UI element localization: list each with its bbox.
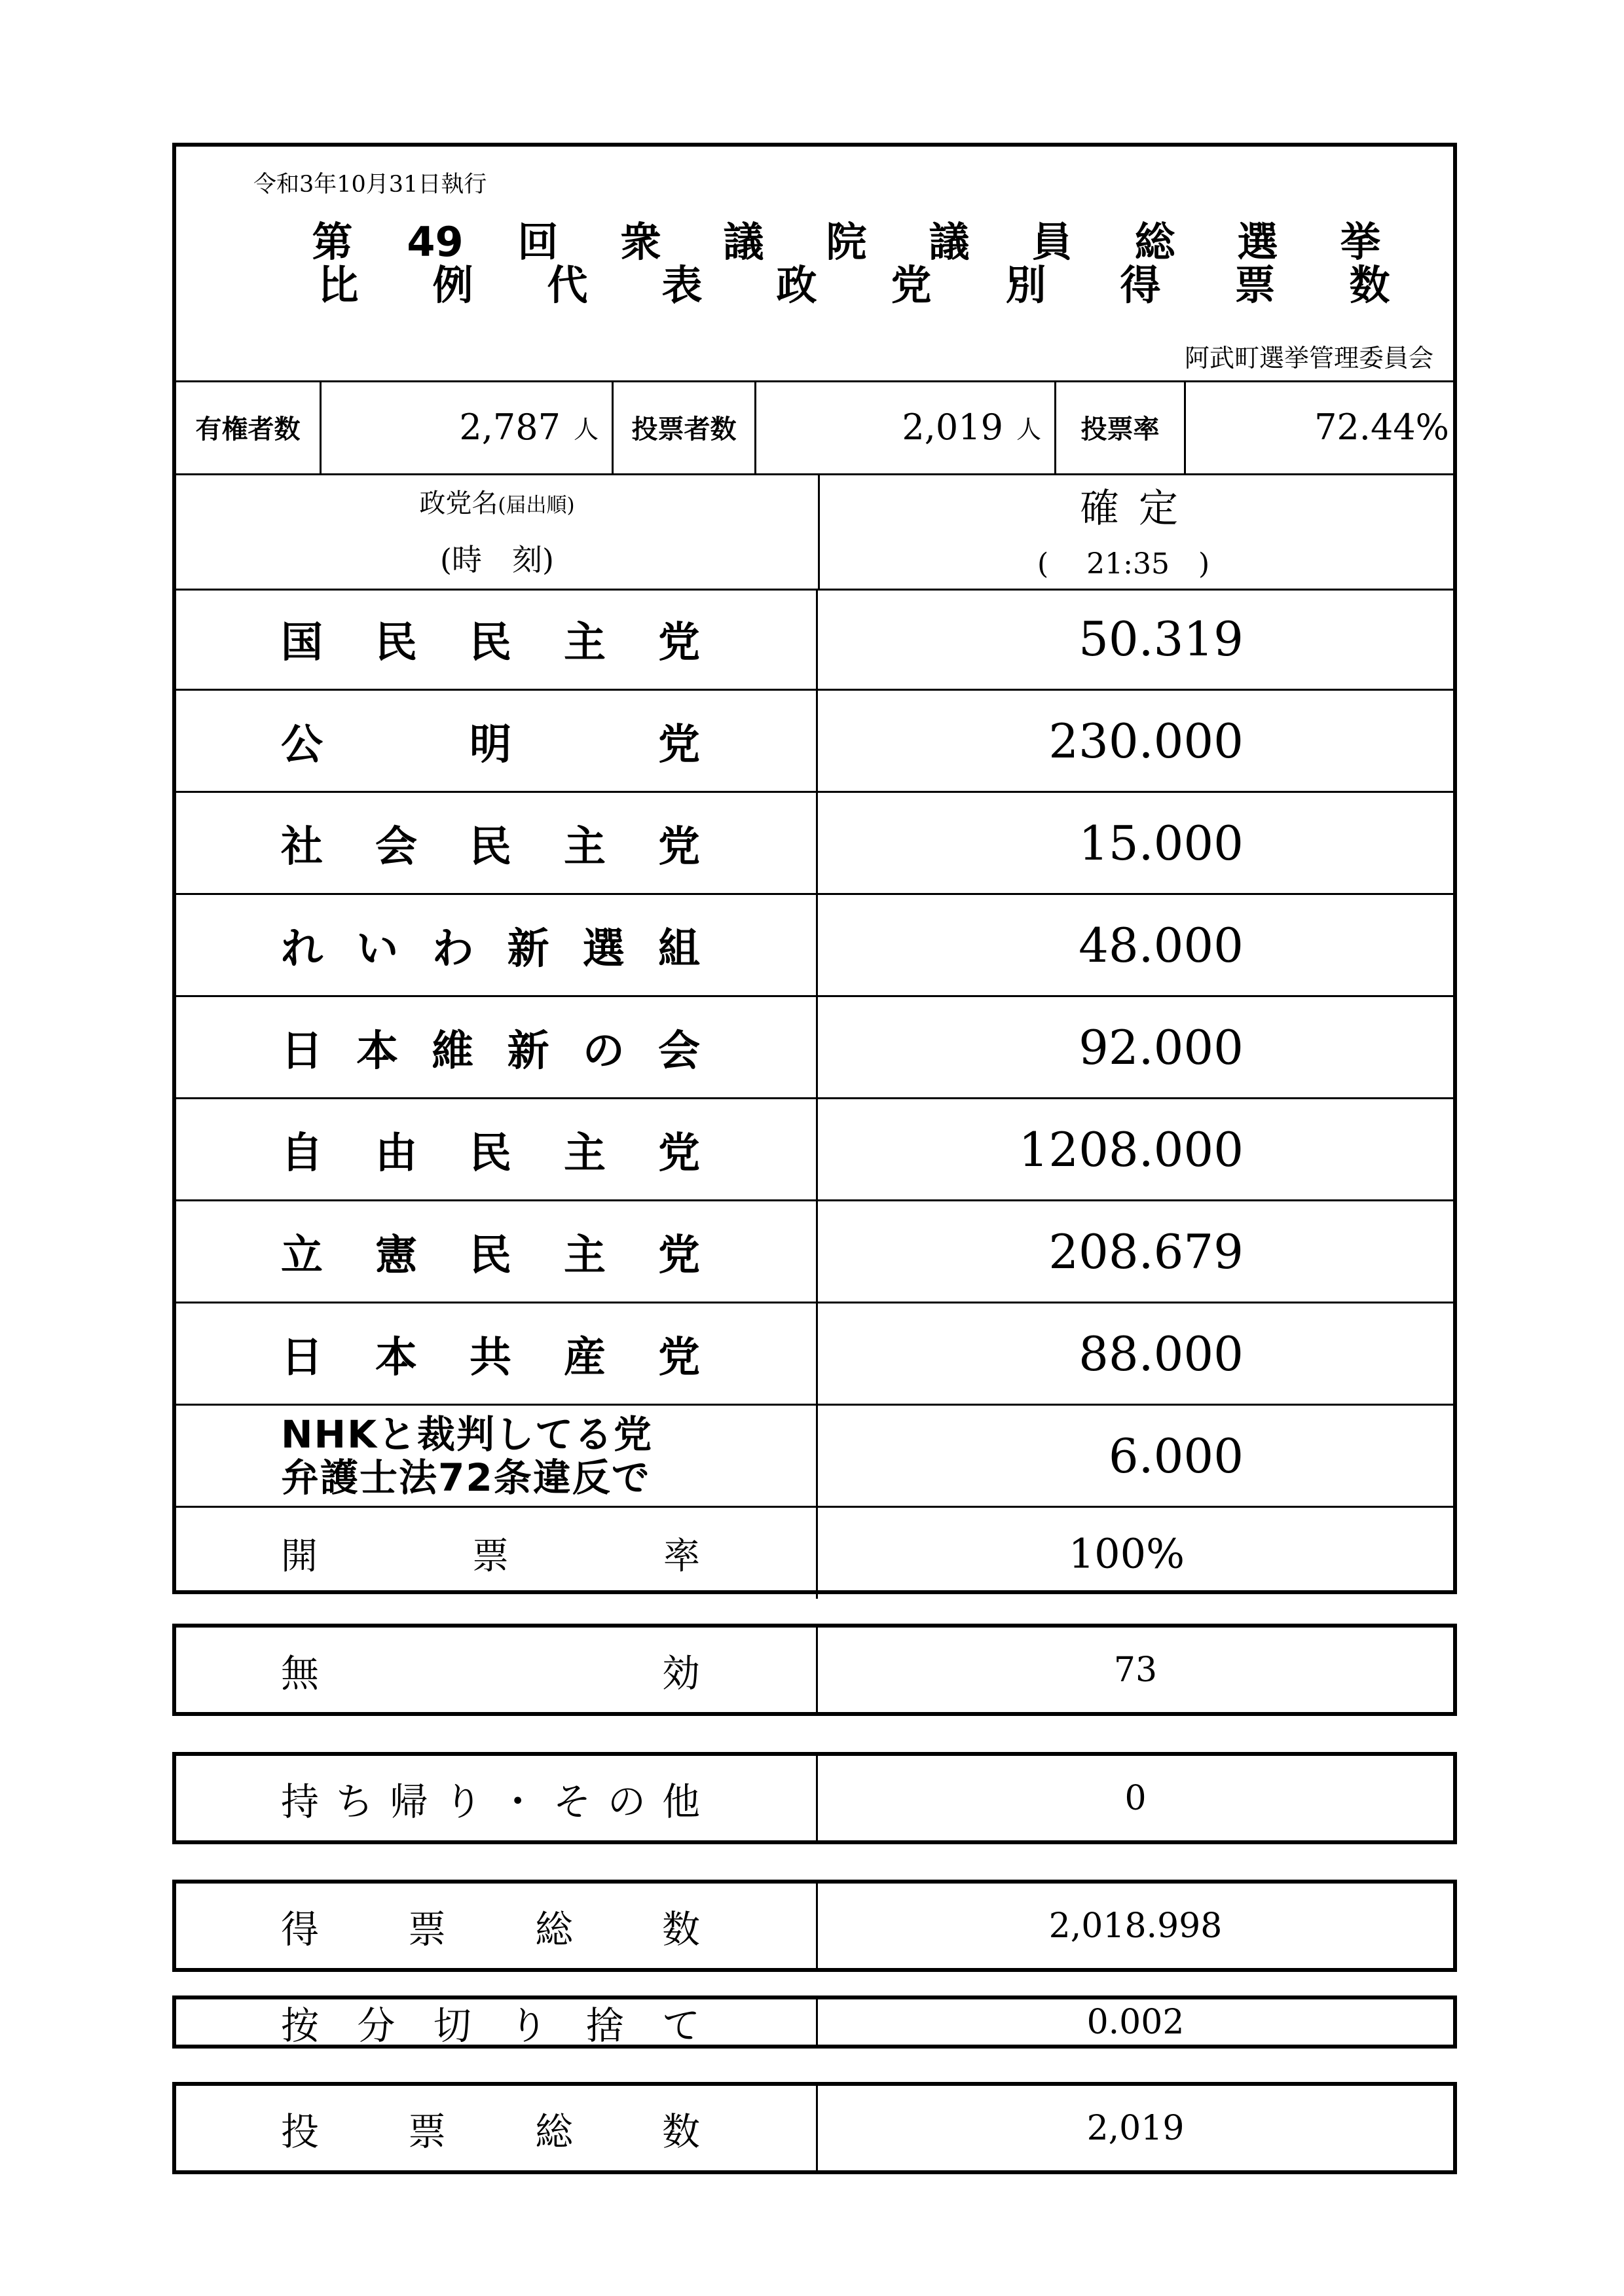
party-name-char: 憲 — [375, 1231, 417, 1280]
title-char: 政 — [776, 261, 817, 309]
party-row — [176, 1099, 1453, 1201]
party-name-cell — [176, 589, 818, 689]
party-name-char: 公 — [281, 720, 323, 769]
title-char: 代 — [547, 261, 588, 309]
label-char: の — [607, 1779, 646, 1824]
party-name-char: 本 — [375, 1333, 417, 1382]
party-order-note: (届出順) — [498, 494, 575, 517]
label-char: 率 — [663, 1535, 700, 1578]
party-name-char: 党 — [658, 720, 700, 769]
total-votes-obtained-box — [172, 1880, 1457, 1972]
party-name-label: 政党名 — [419, 488, 498, 519]
title-char: 党 — [891, 261, 932, 309]
party-name — [281, 1099, 700, 1199]
party-row — [176, 1201, 1453, 1303]
party-name-cell — [176, 1508, 818, 1599]
label-char: り — [444, 1779, 483, 1824]
party-name-cell — [176, 691, 818, 791]
party-name-char: 産 — [564, 1333, 606, 1382]
summary-label — [281, 1756, 700, 1840]
invalid-votes-box — [172, 1624, 1457, 1716]
title-line-1 — [281, 220, 1525, 264]
party-name-heading — [176, 483, 818, 520]
party-name-char: い — [356, 924, 399, 974]
party-name-char: 維 — [432, 1027, 474, 1076]
party-name-char: 民 — [470, 618, 511, 667]
vote-count-cell — [818, 1508, 1453, 1599]
label-char: 他 — [661, 1779, 700, 1824]
taken-home-box — [172, 1752, 1457, 1844]
vote-count: 50.319 — [1079, 611, 1244, 666]
vote-count-cell — [818, 895, 1453, 995]
summary-value: 2,018.998 — [1048, 1906, 1223, 1946]
vote-count: 48.000 — [1079, 917, 1244, 973]
party-name — [281, 1406, 700, 1506]
party-name-line: NHKと裁判してる党 — [281, 1412, 654, 1457]
party-name-char: れ — [281, 924, 323, 974]
counting-rate-row — [176, 1508, 1453, 1599]
label-char: 無 — [281, 1650, 320, 1696]
voters-number: 2,019 — [902, 406, 1003, 448]
party-name-char: 日 — [281, 1027, 323, 1076]
label-char: 総 — [534, 2109, 573, 2154]
vote-count-cell — [818, 1201, 1453, 1302]
party-rows — [176, 589, 1453, 1599]
party-row — [176, 997, 1453, 1099]
vote-count: 88.000 — [1079, 1326, 1244, 1381]
party-row — [176, 1406, 1453, 1508]
party-name-char: 共 — [470, 1333, 511, 1382]
label-char: 帰 — [390, 1779, 428, 1824]
party-name-char: 国 — [281, 618, 323, 667]
label-char: 効 — [661, 1650, 700, 1696]
summary-label-cell — [176, 1756, 818, 1840]
results-table — [172, 143, 1457, 1594]
title-char: 選 — [1237, 218, 1278, 266]
column-header — [176, 473, 1453, 591]
label-char: り — [509, 2003, 548, 2048]
summary-value: 0 — [1124, 1778, 1147, 1818]
document-header — [176, 147, 1453, 382]
label-char: 総 — [534, 1906, 573, 1952]
party-name-char: 自 — [281, 1129, 323, 1178]
committee-name: 阿武町選挙管理委員会 — [1184, 344, 1433, 373]
label-char: 得 — [281, 1906, 320, 1952]
summary-label-cell — [176, 2086, 818, 2170]
title-char: 数 — [1349, 261, 1390, 309]
party-name-cell — [176, 997, 818, 1097]
party-name — [281, 997, 700, 1097]
party-name-cell — [176, 1201, 818, 1302]
vote-count-cell — [818, 589, 1453, 689]
vote-count: 208.679 — [1048, 1224, 1244, 1279]
title-char: 議 — [929, 218, 970, 266]
turnout-rate-label: 投票率 — [1056, 380, 1186, 473]
party-name-cell — [176, 793, 818, 893]
party-name-char: 党 — [658, 1231, 700, 1280]
voters-value — [756, 380, 1056, 473]
label-char: ち — [335, 1779, 374, 1824]
vote-count-cell — [818, 793, 1453, 893]
count-time: ( 21:35 ) — [1037, 547, 1210, 581]
label-char: ・ — [498, 1779, 537, 1824]
party-name-char: 主 — [564, 618, 606, 667]
summary-label-cell — [176, 1884, 818, 1968]
party-name — [281, 691, 700, 791]
party-name-char: 会 — [375, 822, 417, 871]
party-name-char: 明 — [470, 720, 511, 769]
party-row — [176, 895, 1453, 997]
party-name-cell — [176, 1303, 818, 1404]
party-name-char: 民 — [470, 1231, 511, 1280]
vote-count: 230.000 — [1048, 713, 1244, 769]
eligible-voters-number: 2,787 — [459, 406, 561, 448]
title-char: 例 — [432, 261, 473, 309]
party-name — [281, 793, 700, 893]
title-char: 回 — [517, 218, 559, 266]
party-row — [176, 1303, 1453, 1406]
summary-label-cell — [176, 1999, 818, 2048]
summary-value: 2,019 — [1086, 2108, 1185, 2148]
label-char: 按 — [281, 2003, 320, 2048]
label-char: 票 — [472, 1535, 509, 1578]
party-name-cell — [176, 1406, 818, 1506]
label-char: 開 — [281, 1535, 318, 1578]
party-name-char: 由 — [375, 1129, 417, 1178]
title-char: 衆 — [620, 218, 661, 266]
party-name-cell — [176, 1099, 818, 1199]
party-name-char: 本 — [356, 1027, 399, 1076]
label-char: 票 — [407, 2109, 446, 2154]
label-char: 捨 — [585, 2003, 624, 2048]
counting-rate-label — [281, 1508, 700, 1599]
label-char: 分 — [357, 2003, 396, 2048]
party-name-line: 弁護士法72条違反で — [281, 1455, 651, 1500]
total-ballots-box — [172, 2082, 1457, 2174]
party-name-char: わ — [432, 924, 474, 974]
title-char: 員 — [1031, 218, 1073, 266]
label-char: 数 — [661, 1906, 700, 1952]
eligible-voters-unit: 人 — [573, 414, 599, 444]
vote-count-cell — [818, 1099, 1453, 1199]
title-char: 議 — [723, 218, 764, 266]
vote-count-cell — [818, 1303, 1453, 1404]
party-name-char: 党 — [658, 618, 700, 667]
party-row — [176, 691, 1453, 793]
party-name-char: 主 — [564, 1129, 606, 1178]
title-line-2 — [281, 263, 1525, 308]
party-name-char: 党 — [658, 1129, 700, 1178]
party-name-char: の — [582, 1027, 625, 1076]
party-name-char: 民 — [470, 822, 511, 871]
eligible-voters-value — [322, 380, 614, 473]
result-column-header — [818, 473, 1453, 589]
label-char: 票 — [407, 1906, 446, 1952]
title-char: 総 — [1134, 218, 1175, 266]
summary-label — [281, 1999, 700, 2048]
title-char: 49 — [407, 218, 464, 266]
party-name-char: 日 — [281, 1333, 323, 1382]
status-confirmed: 確定 — [1080, 486, 1198, 532]
label-char: 投 — [281, 2109, 320, 2154]
vote-count-cell — [818, 1406, 1453, 1506]
summary-label — [281, 1884, 700, 1968]
turnout-rate-value: 72.44% — [1314, 406, 1449, 448]
label-char: て — [661, 2003, 700, 2048]
party-name-char: 民 — [375, 618, 417, 667]
party-name — [281, 589, 700, 689]
party-name-char: 会 — [657, 1027, 700, 1076]
title-char: 院 — [826, 218, 867, 266]
party-name-char: 主 — [564, 1231, 606, 1280]
title-char: 表 — [661, 261, 703, 309]
party-row — [176, 793, 1453, 895]
party-column-header — [176, 473, 820, 589]
title-char: 得 — [1120, 261, 1161, 309]
summary-label-cell — [176, 1628, 818, 1712]
title-char: 別 — [1005, 261, 1046, 309]
vote-count: 15.000 — [1079, 815, 1244, 871]
party-name — [281, 1201, 700, 1302]
label-char: そ — [553, 1779, 591, 1824]
election-date: 令和3年10月31日執行 — [253, 172, 487, 198]
party-name-cell — [176, 895, 818, 995]
party-name-char: 党 — [658, 1333, 700, 1382]
party-name-char: 組 — [657, 924, 700, 974]
summary-label — [281, 1628, 700, 1712]
summary-value: 0.002 — [1086, 2002, 1185, 2042]
voters-label: 投票者数 — [614, 380, 756, 473]
party-name-char: 新 — [507, 1027, 549, 1076]
label-char: 数 — [661, 2109, 700, 2154]
vote-count-cell — [818, 997, 1453, 1097]
voters-unit: 人 — [1016, 414, 1041, 444]
vote-count: 6.000 — [1108, 1428, 1244, 1484]
party-name — [281, 895, 700, 995]
vote-count: 1208.000 — [1018, 1121, 1244, 1177]
eligible-voters-label: 有権者数 — [176, 380, 322, 473]
turnout-stats — [176, 380, 1453, 475]
rounding-discard-box — [172, 1995, 1457, 2049]
summary-value: 73 — [1113, 1650, 1158, 1690]
title-char: 第 — [312, 218, 353, 266]
party-row — [176, 589, 1453, 691]
party-name-char: 社 — [281, 822, 323, 871]
title-char: 比 — [318, 261, 359, 309]
party-name-char: 立 — [281, 1231, 323, 1280]
label-char: 切 — [433, 2003, 471, 2048]
party-name-char: 新 — [507, 924, 549, 974]
vote-count: 92.000 — [1079, 1019, 1244, 1075]
party-name-char: 選 — [582, 924, 625, 974]
vote-count-cell — [818, 691, 1453, 791]
title-char: 票 — [1234, 261, 1276, 309]
party-name — [281, 1303, 700, 1404]
time-heading: (時 刻) — [440, 542, 554, 577]
party-name-char: 党 — [658, 822, 700, 871]
title-char: 挙 — [1340, 218, 1381, 266]
summary-label — [281, 2086, 700, 2170]
party-name-char: 民 — [470, 1129, 511, 1178]
party-name-char: 主 — [564, 822, 606, 871]
label-char: 持 — [281, 1779, 320, 1824]
vote-count: 100% — [1068, 1529, 1185, 1577]
